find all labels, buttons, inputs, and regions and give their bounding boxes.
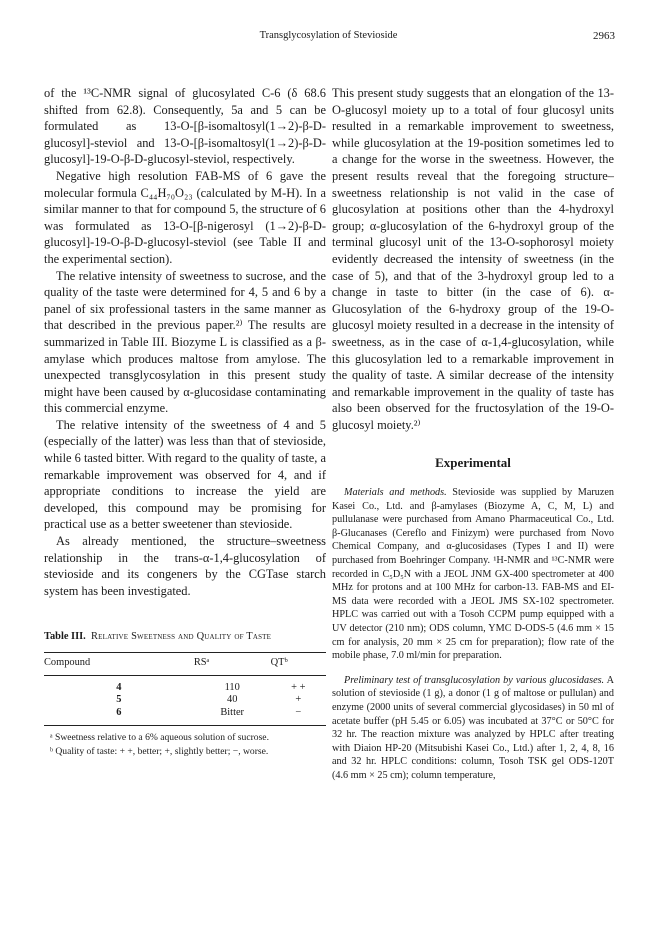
table-header-row [44, 653, 326, 676]
paragraph-structure-relationship: As already mentioned, the structure–sweetness relationship in the trans-α-1,4-glucosylation of stevioside and its congeners by the CGTase starch system has been investigated. [44, 534, 326, 598]
header-rs: RSᵃ [194, 653, 271, 676]
cell-qt: + [295, 694, 302, 705]
preliminary-test-lead: Preliminary test of transglucosylation by various glucosidases. [344, 674, 605, 686]
table-caption [44, 629, 326, 646]
cell-compound: 4 [116, 681, 122, 693]
materials-methods-text: Stevioside was supplied by Maruzen Kasei Co., Ltd. and β-amylases (Biozyme A, C, M, L) and pullulanase were purchased from Amano Pharmaceutical Co., Ltd. β-Glucanases (Cereflo and Finizym) were purchased from Novo Chemical Company, and α-glucosidases (Types I and II) were purchased from Boehringer Company. ¹H-NMR and ¹³C-NMR were recorded in C₅D₅N with a JEOL JNM GX-400 spectrometer at 400 MHz for protons and at 100 MHz for carbon-13. FAB-MS and EI-MS data were recorded with a JEOL JMS SX-102 spectrometer. HPLC was carried out with a Tosoh CCPM pump equipped with a UV detector (210 nm); ODS column, YMC D-ODS-5 (4.6 mm × 15 cm for analysis, 20 mm × 25 cm for preparation); flow rate of the mobile phase, 7.0 ml/min for preparation. [332, 487, 614, 662]
header-qt: QTᵇ [271, 653, 326, 676]
table-title: Relative Sweetness and Quality of Taste [90, 631, 272, 643]
cell-rs: Bitter [194, 707, 271, 726]
table-iii [44, 629, 326, 758]
table-row [44, 707, 326, 726]
running-title: Transglycosylation of Stevioside [259, 30, 398, 41]
paragraph-preliminary-test [332, 674, 614, 783]
header-compound: Compound [44, 653, 194, 676]
cell-qt: + + [291, 681, 306, 693]
paragraph-fab-ms: Negative high resolution FAB-MS of 6 gave the molecular formula C₄₄H₇₀O₂₃ (calculated by M-H). In a similar manner to that for compound 5, the structure of 6 was formulated as 13-O-[β-nigerosyl (1→2)-β-D-glucosyl]-19-O-β-D-glucosyl-steviol (see Table II and the experimental section). [44, 168, 326, 266]
paragraph-sweetness-test: The relative intensity of sweetness to sucrose, and the quality of the taste were determined for 4, 5 and 6 by a panel of six professional tasters in the same manner as that described in the previous paper.²⁾ The results are summarized in Table III. Biozyme L is classified as a β-amylase which produces maltose from amylose. The unexpected transglycosylation in this present study might have been caused by α-glucosidase contaminating this commercial enzyme. [44, 268, 326, 416]
cell-qt: − [271, 707, 326, 726]
page-header [0, 30, 657, 46]
right-column [332, 85, 614, 783]
sweetness-table [44, 652, 326, 726]
table-label: Table III. [44, 631, 86, 643]
table-footnote-a: ᵃ Sweetness relative to a 6% aqueous solution of sucrose. [50, 732, 269, 743]
paragraph-materials-methods [332, 486, 614, 663]
left-column [44, 85, 326, 758]
cell-rs: 110 [224, 681, 240, 693]
preliminary-test-text: A solution of stevioside (1 g), a donor (1 g of maltose or pullulan) and enzyme (2000 units of several commercial glycosidases) in 50 ml of acetate buffer (pH 5.45 or 6.05) was incubated at 37°C or 50°C for 32 hr. The reaction mixture was analyzed by HPLC after treating with Diaion HP-20 (Mitsubishi Kasei Co., Ltd.) after 1, 2, 4, 8, 16 and 32 hr. HPLC conditions: column, Tosoh TSK gel ODS-120T (4.6 mm × 25 cm); column temperature, [332, 674, 614, 781]
paragraph-continued: of the ¹³C-NMR signal of glucosylated C-6 (δ 68.6 shifted from 62.8). Consequently, 5a and 5 can be formulated as 13-O-[β-isomaltosyl(1→2)-β-D-glucosyl]-steviol and 13-O-[β-isomaltosyl(1→2)-β-D-glucosyl]-19-O-β-D-glucosyl-steviol, respectively. [44, 86, 326, 167]
cell-compound: 6 [44, 707, 194, 726]
section-heading-experimental: Experimental [435, 455, 511, 471]
page-number: 2963 [593, 30, 615, 42]
table-footnote-b: ᵇ Quality of taste: + +, better; +, slightly better; −, worse. [50, 746, 269, 758]
table-row [44, 675, 326, 694]
cell-rs: 40 [227, 694, 238, 705]
cell-compound: 5 [116, 694, 122, 705]
materials-methods-lead: Materials and methods. [344, 487, 447, 499]
table-row [44, 694, 326, 707]
paragraph-conclusion: This present study suggests that an elongation of the 13-O-glucosyl moiety up to a total of four glucosyl units resulted in a remarkable improvement to sweetness, while glucosylation at the 19-position sometimes led to a change for the worse in the sweetness. However, the present results reveal that the foregoing structure–sweetness relationship is not valid in the case of glucosylation at positions other than the 4-hydroxyl group; α-glucosylation of the 6-hydroxyl group of the terminal glucosyl unit of the 13-O-sophorosyl moiety evidently decreased the intensity of sweetness (in the case of 5), and that of the 3-hydroxyl group led to a change in taste to bitter (in the case of 6). α-Glucosylation of the 6-hydroxy group of the 19-O-glucosyl moiety resulted in a decrease in the intensity of sweetness, as in the case of α-1,4-glucosylation, while this glucosylation led to a remarkable improvement in the quality of taste. A similar decrease of the intensity and remarkable improvement in the quality of taste has also been observed for the fructosylation of the 19-O-glucosyl moiety.²⁾ [332, 86, 614, 432]
paragraph-results: The relative intensity of the sweetness of 4 and 5 (especially of the latter) was less than that of stevioside, while 6 tasted bitter. With regard to the quality of taste, a remarkable improvement was observed for 4, and if appropriate conditions to increase the yield are developed, this compound may be promising for practical use as a better sweetener than stevioside. [44, 417, 326, 532]
